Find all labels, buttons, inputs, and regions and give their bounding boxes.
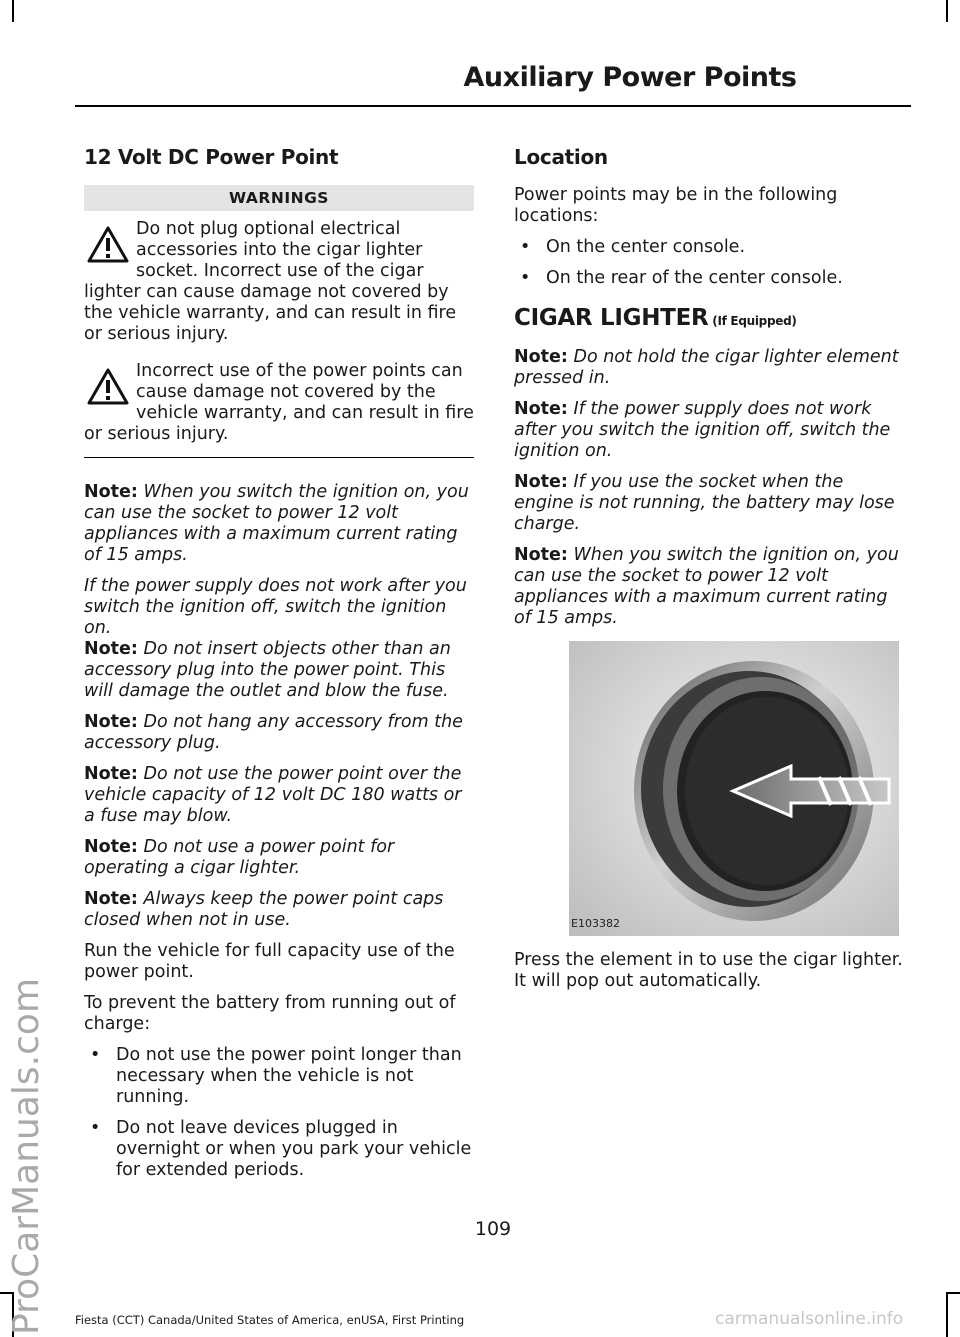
note-label: Note: (514, 399, 568, 419)
bullet-list (514, 237, 906, 289)
note-label: Note: (84, 837, 138, 857)
note-text: Do not hang any accessory from the accessory plug. (84, 712, 463, 753)
section-heading-power-point: 12 Volt DC Power Point (84, 145, 339, 169)
body-paragraph: To prevent the battery from running out of charge: (84, 993, 456, 1034)
note-text: If you use the socket when the engine is not running, the battery may lose charge. (514, 472, 895, 534)
note (84, 889, 474, 931)
note-label: Note: (514, 472, 568, 492)
body-paragraph: Press the element in to use the cigar lighter. It will pop out automatically. (514, 950, 903, 991)
heading-qualifier: (If Equipped) (708, 314, 797, 328)
warning-text: Do not plug optional electrical accessories into the cigar lighter socket. Incorrect use of the cigar lighter can cause damage not covered by the vehicle warranty, and can result in fire or serious injury. (84, 219, 457, 344)
footer-watermark: carmanualsonline.info (715, 1309, 904, 1329)
note-text: Do not insert objects other than an accessory plug into the power point. This will damage the outlet and blow the fuse. (84, 639, 451, 701)
note (84, 837, 474, 879)
left-column (84, 145, 474, 1191)
note (84, 639, 474, 702)
page-number: 109 (474, 1218, 512, 1240)
note-label: Note: (84, 712, 138, 732)
note (514, 347, 906, 389)
cigar-lighter-illustration (569, 641, 899, 936)
list-item: • Do not leave devices plugged in overnight or when you park your vehicle for extended periods. (84, 1118, 474, 1181)
note-text: Do not hold the cigar lighter element pressed in. (514, 347, 899, 388)
body-paragraph: Run the vehicle for full capacity use of the power point. (84, 941, 455, 982)
crop-mark (12, 0, 14, 22)
note (84, 482, 474, 566)
note-label: Note: (84, 764, 138, 784)
section-heading-cigar-lighter (514, 305, 906, 331)
warnings-divider (84, 457, 474, 458)
header-divider (75, 105, 911, 107)
crop-mark (946, 1292, 948, 1337)
body-paragraph: Power points may be in the following locations: (514, 185, 838, 226)
note-label: Note: (84, 889, 138, 909)
warning-item (84, 219, 474, 345)
sidebar-watermark: ProCarManuals.com (6, 977, 47, 1335)
note-text: Always keep the power point caps closed when not in use. (84, 889, 444, 930)
note (84, 764, 474, 827)
right-column (514, 145, 906, 1002)
warning-triangle-icon (86, 367, 130, 407)
note-continuation: If the power supply does not work after you switch the ignition off, switch the ignition on. (84, 576, 467, 638)
crop-mark (946, 0, 948, 22)
footer-text: Fiesta (CCT) Canada/United States of America, enUSA, First Printing (75, 1313, 465, 1327)
note-text: When you switch the ignition on, you can use the socket to power 12 volt appliances with a maximum current rating of 15 amps. (84, 482, 469, 565)
list-item: • On the center console. (514, 237, 906, 258)
note-text: When you switch the ignition on, you can use the socket to power 12 volt appliances with a maximum current rating of 15 amps. (514, 545, 899, 628)
note-label: Note: (84, 639, 138, 659)
list-item: • Do not use the power point longer than necessary when the vehicle is not running. (84, 1045, 474, 1108)
warning-item (84, 361, 474, 445)
figure-code: E103382 (571, 917, 620, 930)
note-text: Do not use a power point for operating a cigar lighter. (84, 837, 395, 878)
heading-text: CIGAR LIGHTER (514, 305, 709, 331)
note (84, 712, 474, 754)
crop-mark (946, 1292, 960, 1294)
warnings-header: WARNINGS (84, 185, 474, 211)
cigar-lighter-icon (569, 641, 899, 936)
note-label: Note: (84, 482, 138, 502)
bullet-list (84, 1045, 474, 1181)
list-item: • On the rear of the center console. (514, 268, 906, 289)
note-text: If the power supply does not work after you switch the ignition off, switch the ignition on. (514, 399, 891, 461)
section-heading-location: Location (514, 145, 608, 169)
note (514, 472, 906, 535)
page-title: Auxiliary Power Points (463, 62, 797, 93)
warning-triangle-icon (86, 225, 130, 265)
note-text: Do not use the power point over the vehicle capacity of 12 volt DC 180 watts or a fuse may blow. (84, 764, 462, 826)
warning-text: Incorrect use of the power points can cause damage not covered by the vehicle warranty, and can result in fire or serious injury. (84, 361, 474, 444)
note-label: Note: (514, 545, 568, 565)
note (514, 545, 906, 629)
note (514, 399, 906, 462)
note-label: Note: (514, 347, 568, 367)
